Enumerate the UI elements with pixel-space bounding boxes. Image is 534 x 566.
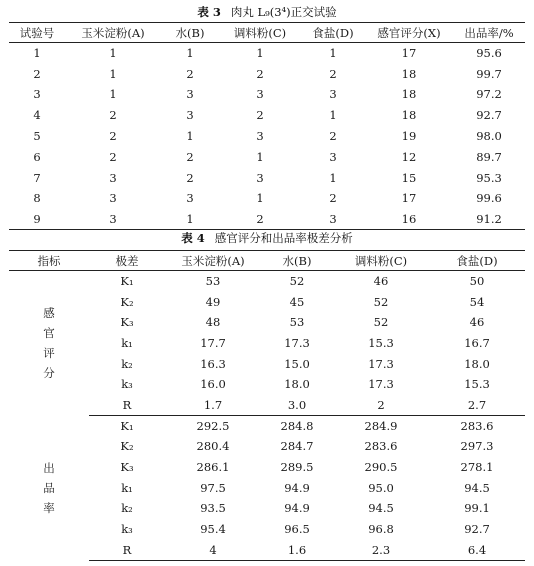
table4-cell: 18.0 bbox=[284, 377, 310, 392]
table3-cell: 1 bbox=[329, 108, 337, 123]
table4-cell: k₂ bbox=[121, 501, 133, 516]
table4-group-label-char: 品 bbox=[43, 480, 55, 495]
table4-cell: 18.0 bbox=[464, 356, 490, 371]
table3-cell: 5 bbox=[33, 129, 41, 144]
table3-cell: 3 bbox=[329, 87, 337, 102]
table3-cell: 97.2 bbox=[476, 87, 502, 102]
table3-header-cell: 玉米淀粉(A) bbox=[65, 23, 161, 43]
table3-cell: 2 bbox=[109, 129, 117, 144]
table3-cell: 16 bbox=[365, 209, 453, 230]
table3-cell: 17 bbox=[401, 46, 417, 61]
table3-cell: 4 bbox=[33, 108, 41, 123]
table3-cell: 1 bbox=[109, 46, 117, 61]
orthogonal-test-table bbox=[9, 22, 525, 230]
table4-cell: 284.8 bbox=[280, 418, 314, 433]
table4-cell: 2.3 bbox=[333, 539, 429, 560]
table3-title: 肉丸 L₉(3⁴)正交试验 bbox=[230, 5, 337, 19]
table4-cell: 52 bbox=[373, 315, 389, 330]
table3-cell: 7 bbox=[33, 170, 41, 185]
table3-row bbox=[9, 43, 525, 64]
table4-cell: 1.7 bbox=[165, 395, 261, 416]
table4-cell: 16.0 bbox=[200, 377, 226, 392]
table4-header-cell: 水(B) bbox=[261, 251, 333, 271]
table4-cell: k₁ bbox=[121, 480, 133, 495]
table4-cell: k₃ bbox=[121, 522, 133, 537]
table4-cell: 3.0 bbox=[261, 395, 333, 416]
table3-cell: 18 bbox=[401, 66, 417, 81]
table3-cell: 99.6 bbox=[476, 191, 502, 206]
table4-cell: 15.3 bbox=[368, 335, 394, 350]
table3-row bbox=[9, 63, 525, 84]
table4-cell: 15.3 bbox=[464, 377, 490, 392]
table3-cell: 2 bbox=[109, 149, 117, 164]
table3-row bbox=[9, 126, 525, 147]
table4-header-cell: 极差 bbox=[89, 251, 165, 271]
table4-cell: 46 bbox=[373, 274, 389, 289]
table3-cell: 2 bbox=[186, 170, 194, 185]
table3-cell: 2 bbox=[186, 66, 194, 81]
table3-cell: 2 bbox=[186, 149, 194, 164]
table4-group-label-char: 官 bbox=[43, 326, 55, 341]
table4-cell: 94.9 bbox=[284, 501, 310, 516]
table3-cell: 3 bbox=[256, 170, 264, 185]
table4-cell: 15.0 bbox=[284, 356, 310, 371]
table4-cell: 50 bbox=[469, 274, 485, 289]
table4-caption bbox=[0, 231, 534, 245]
table3-number: 表 3 bbox=[197, 5, 221, 19]
table3-cell: 9 bbox=[9, 209, 65, 230]
table3-cell: 89.7 bbox=[476, 149, 502, 164]
table3-cell: 18 bbox=[401, 87, 417, 102]
table4-group-label-char: 感 bbox=[43, 306, 55, 321]
table4-cell: 4 bbox=[165, 539, 261, 560]
table4-cell: 94.5 bbox=[368, 501, 394, 516]
table3-header-cell: 水(B) bbox=[161, 23, 219, 43]
table3-header-cell: 出品率/% bbox=[453, 23, 525, 43]
table4-cell: 297.3 bbox=[460, 439, 494, 454]
table4-cell: 94.9 bbox=[284, 480, 310, 495]
table4-group-label-char: 出 bbox=[43, 460, 55, 475]
table4-cell: 94.5 bbox=[464, 480, 490, 495]
table3-cell: 3 bbox=[109, 170, 117, 185]
table3-header-cell: 食盐(D) bbox=[301, 23, 365, 43]
table3-cell: 91.2 bbox=[453, 209, 525, 230]
table4-cell: 46 bbox=[469, 315, 485, 330]
table4-cell: K₃ bbox=[120, 315, 134, 330]
table3-cell: 1 bbox=[33, 46, 41, 61]
table3-cell: 1 bbox=[329, 170, 337, 185]
table4-cell: 92.7 bbox=[464, 522, 490, 537]
table4-header-row bbox=[9, 251, 525, 271]
table3-cell: 1 bbox=[329, 46, 337, 61]
table4-title: 感官评分和出品率极差分析 bbox=[214, 231, 353, 245]
table4-cell: k₂ bbox=[121, 356, 133, 371]
table4-cell: K₃ bbox=[120, 460, 134, 475]
table3-cell: 3 bbox=[186, 191, 194, 206]
table3-row bbox=[9, 188, 525, 209]
table4-group-label-char: 分 bbox=[43, 366, 55, 381]
table4-header-cell: 指标 bbox=[9, 251, 89, 271]
table3-cell: 12 bbox=[401, 149, 417, 164]
table4-cell: 17.3 bbox=[368, 356, 394, 371]
table3-header-cell: 试验号 bbox=[9, 23, 65, 43]
table3-cell: 3 bbox=[329, 149, 337, 164]
table4-header-cell: 食盐(D) bbox=[429, 251, 525, 271]
table3-cell: 2 bbox=[256, 66, 264, 81]
table3-body bbox=[9, 43, 525, 230]
table4-cell: 17.3 bbox=[368, 377, 394, 392]
table3-cell: 98.0 bbox=[476, 129, 502, 144]
table3-cell: 8 bbox=[33, 191, 41, 206]
table4-cell: K₁ bbox=[120, 418, 134, 433]
table4-group-label bbox=[9, 271, 89, 416]
table4-cell: 95.0 bbox=[368, 480, 394, 495]
table4-cell: 16.3 bbox=[200, 356, 226, 371]
table3-cell: 1 bbox=[109, 87, 117, 102]
table4-cell: k₃ bbox=[121, 377, 133, 392]
table4-cell: R bbox=[89, 539, 165, 560]
table4-header-cell: 玉米淀粉(A) bbox=[165, 251, 261, 271]
table3-cell: 2 bbox=[329, 66, 337, 81]
table4-cell: 95.4 bbox=[200, 522, 226, 537]
table3-cell: 3 bbox=[186, 108, 194, 123]
table4-cell: 54 bbox=[469, 294, 485, 309]
table3-cell: 3 bbox=[109, 191, 117, 206]
table4-cell: 289.5 bbox=[280, 460, 314, 475]
table4-cell: 292.5 bbox=[196, 418, 230, 433]
table3-cell: 3 bbox=[256, 129, 264, 144]
table4-cell: 6.4 bbox=[429, 539, 525, 560]
table4-cell: 284.7 bbox=[280, 439, 314, 454]
table4-cell: 53 bbox=[205, 274, 221, 289]
table4-cell: K₂ bbox=[120, 294, 134, 309]
table4-row bbox=[9, 415, 525, 436]
table3-row bbox=[9, 167, 525, 188]
table3-cell: 17 bbox=[401, 191, 417, 206]
table4-cell: 53 bbox=[289, 315, 305, 330]
table3-cell: 95.6 bbox=[476, 46, 502, 61]
table4-cell: 290.5 bbox=[364, 460, 398, 475]
table3-cell: 3 bbox=[256, 87, 264, 102]
table4-cell: 1.6 bbox=[261, 539, 333, 560]
table4-cell: R bbox=[89, 395, 165, 416]
table3-row bbox=[9, 146, 525, 167]
table3-header-cell: 感官评分(X) bbox=[365, 23, 453, 43]
table3-cell: 6 bbox=[33, 149, 41, 164]
table3-cell: 99.7 bbox=[476, 66, 502, 81]
table4-cell: 280.4 bbox=[196, 439, 230, 454]
table4-cell: 2.7 bbox=[429, 395, 525, 416]
table3-cell: 1 bbox=[256, 149, 264, 164]
table4-cell: 48 bbox=[205, 315, 221, 330]
table3-row bbox=[9, 84, 525, 105]
table4-cell: 52 bbox=[289, 274, 305, 289]
table3-cell: 2 bbox=[329, 129, 337, 144]
table3-cell: 3 bbox=[33, 87, 41, 102]
table4-row bbox=[9, 271, 525, 292]
table4-cell: K₂ bbox=[120, 439, 134, 454]
table4-cell: k₁ bbox=[121, 335, 133, 350]
table3-cell: 1 bbox=[186, 46, 194, 61]
table4-header-cell: 调料粉(C) bbox=[333, 251, 429, 271]
table3-cell: 3 bbox=[301, 209, 365, 230]
table3-cell: 1 bbox=[256, 191, 264, 206]
table3-cell: 3 bbox=[65, 209, 161, 230]
table3-row bbox=[9, 209, 525, 230]
table4-cell: 96.8 bbox=[368, 522, 394, 537]
table3-cell: 1 bbox=[186, 129, 194, 144]
table3-cell: 92.7 bbox=[476, 108, 502, 123]
table4-cell: K₁ bbox=[120, 274, 134, 289]
table4-cell: 93.5 bbox=[200, 501, 226, 516]
table4-cell: 2 bbox=[333, 395, 429, 416]
table4-cell: 17.3 bbox=[284, 335, 310, 350]
table4-group-label bbox=[9, 415, 89, 560]
table3-cell: 18 bbox=[401, 108, 417, 123]
table3-cell: 1 bbox=[256, 46, 264, 61]
table4-cell: 45 bbox=[289, 294, 305, 309]
table4-cell: 99.1 bbox=[464, 501, 490, 516]
table3-cell: 1 bbox=[161, 209, 219, 230]
table3-cell: 19 bbox=[401, 129, 417, 144]
table4-cell: 96.5 bbox=[284, 522, 310, 537]
table4-body bbox=[9, 271, 525, 561]
table3-header-cell: 调料粉(C) bbox=[219, 23, 301, 43]
table3-cell: 3 bbox=[186, 87, 194, 102]
table4-cell: 278.1 bbox=[460, 460, 494, 475]
table3-cell: 2 bbox=[33, 66, 41, 81]
table4-cell: 49 bbox=[205, 294, 221, 309]
table3-caption bbox=[0, 5, 534, 19]
range-analysis-table bbox=[9, 250, 525, 561]
table3-cell: 2 bbox=[109, 108, 117, 123]
table4-cell: 17.7 bbox=[200, 335, 226, 350]
table3-cell: 1 bbox=[109, 66, 117, 81]
table4-number: 表 4 bbox=[181, 231, 205, 245]
table3-cell: 2 bbox=[219, 209, 301, 230]
table3-header-row bbox=[9, 23, 525, 43]
table3-cell: 2 bbox=[329, 191, 337, 206]
table4-cell: 283.6 bbox=[460, 418, 494, 433]
table3-cell: 2 bbox=[256, 108, 264, 123]
table4-cell: 52 bbox=[373, 294, 389, 309]
table4-cell: 283.6 bbox=[364, 439, 398, 454]
table4-group-label-char: 评 bbox=[43, 346, 55, 361]
table4-group-label-char: 率 bbox=[43, 500, 55, 515]
table4-cell: 284.9 bbox=[364, 418, 398, 433]
table4-cell: 286.1 bbox=[196, 460, 230, 475]
table3-cell: 15 bbox=[401, 170, 417, 185]
table4-cell: 97.5 bbox=[200, 480, 226, 495]
table3-cell: 95.3 bbox=[476, 170, 502, 185]
table3-row bbox=[9, 105, 525, 126]
table4-cell: 16.7 bbox=[464, 335, 490, 350]
